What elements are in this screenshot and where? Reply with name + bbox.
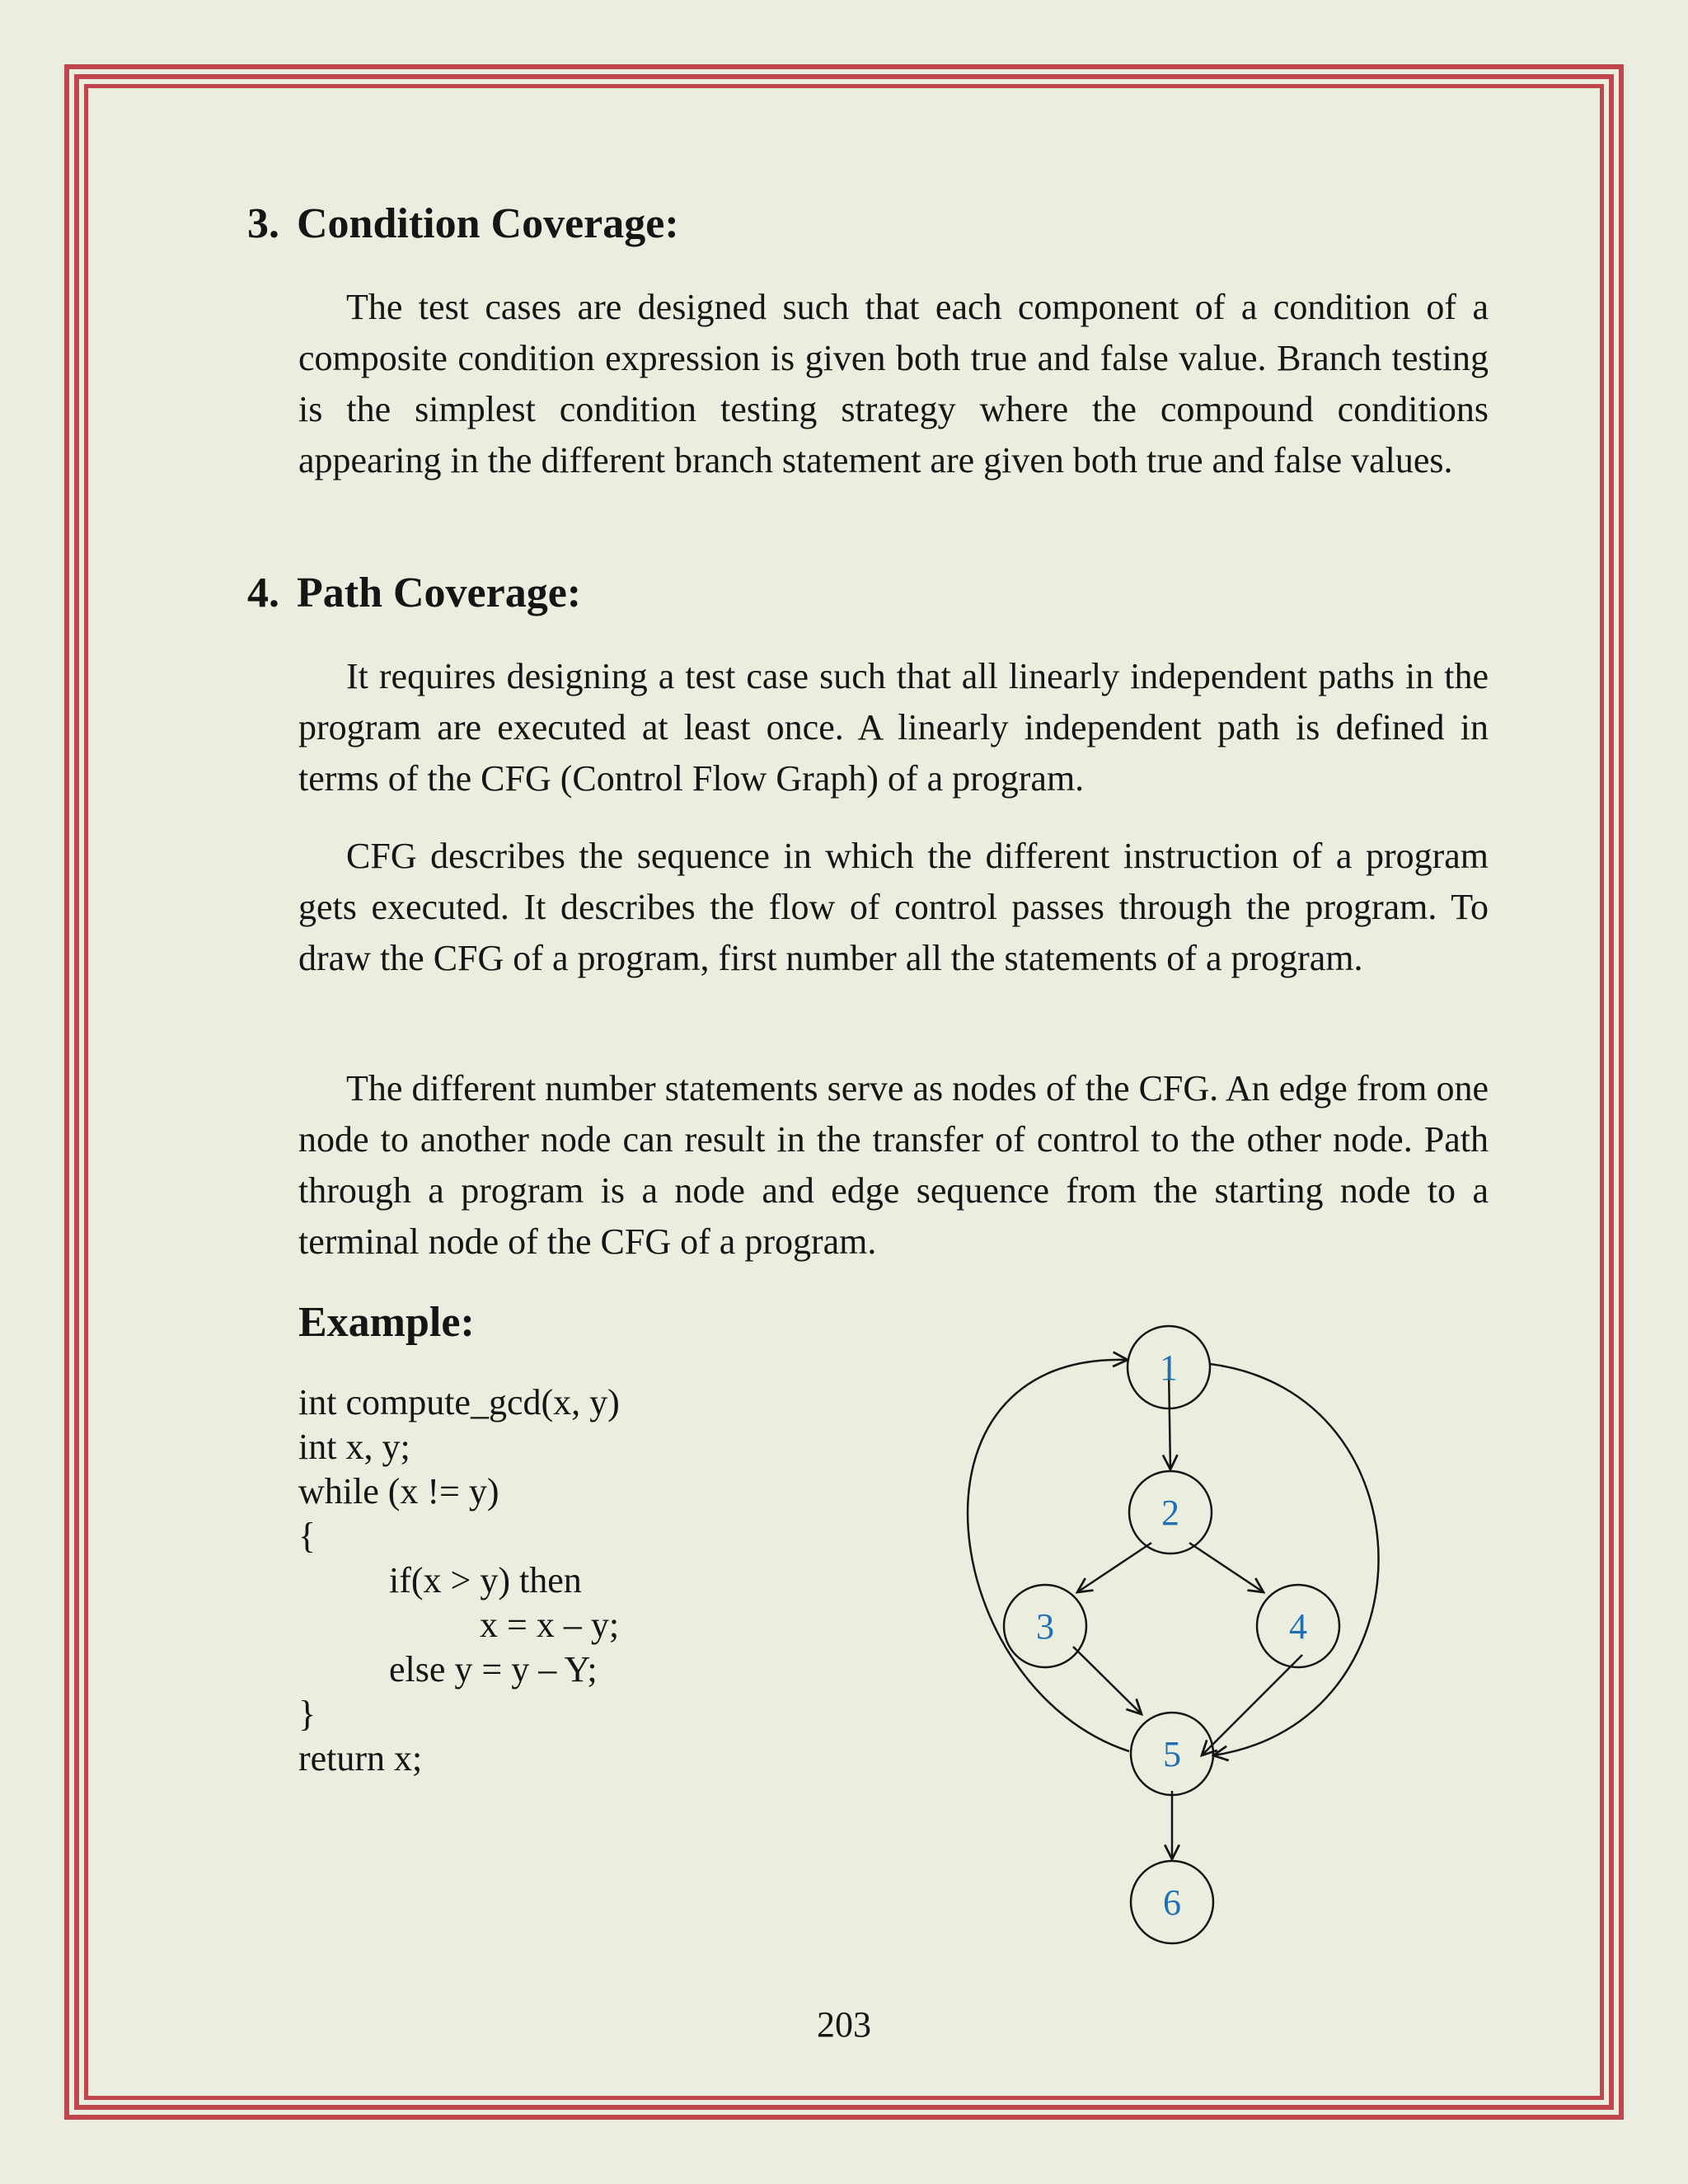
code-line: else y = y – Y; bbox=[298, 1649, 598, 1690]
cfg-node-6-label: 6 bbox=[1163, 1882, 1181, 1923]
cfg-node-2 bbox=[1129, 1471, 1212, 1554]
example-title: Example: bbox=[298, 1299, 475, 1346]
section-4-paragraph-1: It requires designing a test case such that all linearly independent paths in the program are executed at least once. A linearly independent path is defined in terms of the CFG (Control Flow Graph) of a program. bbox=[298, 656, 1489, 799]
section-4-number: 4. bbox=[247, 569, 279, 616]
page-number: 203 bbox=[817, 2004, 871, 2045]
cfg-node-5 bbox=[1131, 1713, 1213, 1795]
code-line: int compute_gcd(x, y) bbox=[298, 1382, 620, 1422]
section-4-paragraph-3: The different number statements serve as nodes of the CFG. An edge from one node to another node can result in the transfer of control to the other node. Path through a program is a node and edge sequence from the starting node to a terminal node of the CFG of a program. bbox=[298, 1068, 1489, 1262]
code-listing bbox=[298, 1380, 620, 1781]
cfg-edge-5-1 bbox=[968, 1360, 1129, 1751]
cfg-node-4 bbox=[1257, 1585, 1339, 1667]
control-flow-graph bbox=[907, 1302, 1418, 1953]
code-line: if(x > y) then bbox=[298, 1560, 582, 1601]
cfg-node-4-label: 4 bbox=[1289, 1606, 1307, 1647]
code-line: x = x – y; bbox=[298, 1605, 620, 1645]
section-3-paragraph: The test cases are designed such that each component of a condition of a composite condition expression is given both true and false value. Branch testing is the simplest condition testing strategy where the compound conditions appearing in the different branch statement are given both true and false values. bbox=[298, 287, 1489, 480]
code-line: } bbox=[298, 1694, 316, 1734]
cfg-edge-2-3 bbox=[1077, 1543, 1151, 1592]
cfg-node-3-label: 3 bbox=[1036, 1606, 1054, 1647]
section-4-paragraph-2: CFG describes the sequence in which the different instruction of a program gets executed. It describes the flow of control passes through the program. To draw the CFG of a program, first number all the statements of a program. bbox=[298, 836, 1489, 978]
section-3-title: Condition Coverage: bbox=[297, 200, 679, 247]
cfg-edge-3-5 bbox=[1073, 1647, 1142, 1714]
code-line: { bbox=[298, 1516, 316, 1556]
cfg-edge-2-4 bbox=[1189, 1543, 1264, 1592]
code-line: while (x != y) bbox=[298, 1471, 499, 1511]
cfg-node-6 bbox=[1131, 1861, 1213, 1943]
section-4-title: Path Coverage: bbox=[297, 569, 582, 616]
code-line: return x; bbox=[298, 1738, 423, 1779]
cfg-node-2-label: 2 bbox=[1161, 1493, 1179, 1533]
cfg-edge-4-5 bbox=[1202, 1655, 1302, 1755]
cfg-node-1-label: 1 bbox=[1160, 1347, 1178, 1388]
code-line: int x, y; bbox=[298, 1427, 410, 1467]
section-3-number: 3. bbox=[247, 200, 279, 247]
cfg-edge-1-5 bbox=[1210, 1364, 1379, 1755]
cfg-node-5-label: 5 bbox=[1163, 1734, 1181, 1774]
cfg-node-3 bbox=[1004, 1585, 1086, 1667]
